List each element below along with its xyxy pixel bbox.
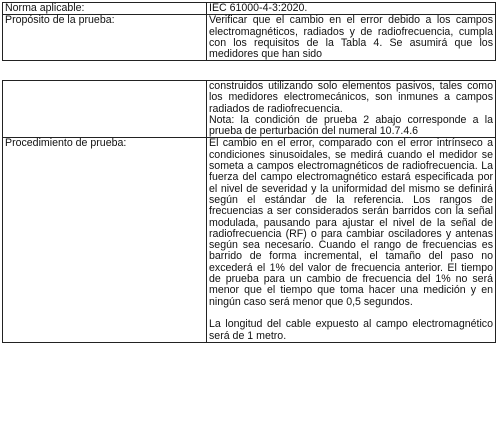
table-row xyxy=(3,3,496,15)
table-row xyxy=(3,138,496,342)
body-table xyxy=(2,80,496,343)
purpose-value xyxy=(207,15,496,61)
purpose-text: Verificar que el cambio en el error debido a los campos electromagnéticos, radiados y de radiofrecuencia, cumpla con los requisitos de la Tabla 4. Se asumirá que los medidores que han sido xyxy=(209,15,493,61)
continuation-label xyxy=(3,81,207,138)
procedure-label: Procedimiento de prueba: xyxy=(3,138,207,342)
header-table xyxy=(2,2,496,61)
procedure-value xyxy=(207,138,496,342)
note-text: Nota: la condición de prueba 2 abajo corresponde a la prueba de perturbación del numeral 10.7.4.6 xyxy=(209,113,493,138)
standard-label: Norma aplicable: xyxy=(3,3,207,15)
purpose-continuation-text: construidos utilizando solo elementos pasivos, tales como los medidores electromecánicos, son inmunes a campos radiados de radiofrecuencia. xyxy=(209,80,493,115)
table-row xyxy=(3,15,496,61)
continuation-value xyxy=(207,81,496,138)
purpose-label: Propósito de la prueba: xyxy=(3,15,207,61)
standard-value: IEC 61000-4-3:2020. xyxy=(207,3,496,15)
procedure-paragraph-2: La longitud del cable expuesto al campo electromagnético será de 1 metro. xyxy=(209,318,493,342)
table-row xyxy=(3,81,496,138)
procedure-paragraph-1: El cambio en el error, comparado con el error intrínseco a condiciones sinusoidales, se medirá cuando el medidor se someta a campos electromagnéticos de radiofrecuencia. La fuerza del campo electromagnético estará especificada por el nivel de severidad y la uniformidad del mismo se definirá según el estándar de la referencia. Los rangos de frecuencias a ser considerados serán barridos con la señal modulada, pausando para ajustar el nivel de la señal de radiofrecuencia (RF) o para cambiar osciladores y antenas según sea necesario. Cuando el rango de frecuencias es barrido de forma incremental, el tamaño del paso no excederá el 1% del valor de frecuencia anterior. El tiempo de prueba para un cambio de frecuencia del 1% no será menor que el tiempo que toma hacer una medición y en ningún caso será menor que 0,5 segundos. xyxy=(209,137,493,308)
